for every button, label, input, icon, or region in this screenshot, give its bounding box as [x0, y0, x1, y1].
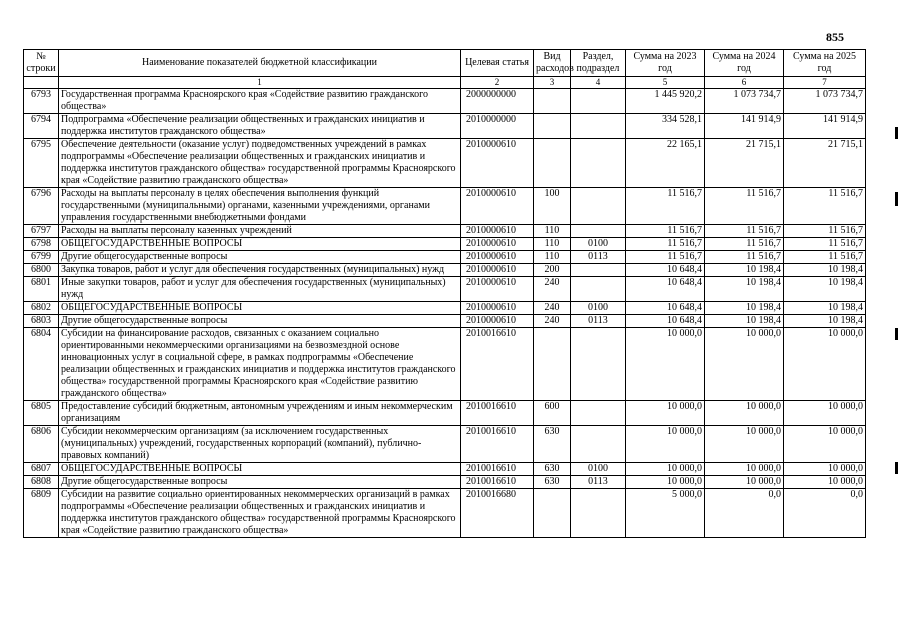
- row-section: [571, 114, 626, 139]
- row-name: Подпрограмма «Обеспечение реализации общественных и гражданских инициатив и поддержка институтов гражданского общества»: [59, 114, 461, 139]
- table-row: [24, 277, 866, 302]
- col-num: 5: [626, 77, 705, 89]
- row-target: 2010016610: [461, 463, 534, 476]
- row-number: 6799: [24, 251, 59, 264]
- row-number: 6804: [24, 328, 59, 401]
- row-name: Субсидии некоммерческим организациям (за исключением государственных (муниципальных) учреждений, государственных корпораций (компаний), публично-правовых компаний): [59, 426, 461, 463]
- row-name: Расходы на выплаты персоналу в целях обеспечения выполнения функций государственными (муниципальными) органами, казенными учреждениями, органами управления государственными внебюджетными фондами: [59, 188, 461, 225]
- row-sum-2025: 11 516,7: [784, 238, 866, 251]
- row-target: 2010000610: [461, 302, 534, 315]
- row-name: Другие общегосударственные вопросы: [59, 315, 461, 328]
- row-number: 6802: [24, 302, 59, 315]
- table-row: [24, 476, 866, 489]
- row-sum-2023: 10 000,0: [626, 401, 705, 426]
- margin-mark: [895, 192, 898, 206]
- row-sum-2024: 1 073 734,7: [705, 89, 784, 114]
- table-row: [24, 328, 866, 401]
- row-target: 2010000610: [461, 315, 534, 328]
- row-target: 2010000610: [461, 238, 534, 251]
- row-sum-2023: 10 648,4: [626, 302, 705, 315]
- row-name: Другие общегосударственные вопросы: [59, 476, 461, 489]
- row-sum-2023: 10 648,4: [626, 277, 705, 302]
- row-sum-2025: 0,0: [784, 489, 866, 538]
- margin-mark: [895, 462, 898, 474]
- row-section: 0100: [571, 238, 626, 251]
- row-name: ОБЩЕГОСУДАРСТВЕННЫЕ ВОПРОСЫ: [59, 302, 461, 315]
- row-target: 2010016610: [461, 426, 534, 463]
- row-sum-2023: 10 000,0: [626, 426, 705, 463]
- col-num: 4: [571, 77, 626, 89]
- row-sum-2024: 10 198,4: [705, 264, 784, 277]
- row-sum-2025: 10 198,4: [784, 277, 866, 302]
- row-target: 2010000610: [461, 264, 534, 277]
- row-section: [571, 328, 626, 401]
- row-sum-2025: 10 198,4: [784, 302, 866, 315]
- row-sum-2024: 0,0: [705, 489, 784, 538]
- row-sum-2024: 10 000,0: [705, 463, 784, 476]
- row-sum-2024: 21 715,1: [705, 139, 784, 188]
- row-exp-type: [534, 114, 571, 139]
- row-exp-type: 110: [534, 251, 571, 264]
- row-sum-2025: 10 000,0: [784, 328, 866, 401]
- margin-mark: [895, 328, 898, 340]
- row-sum-2025: 11 516,7: [784, 251, 866, 264]
- row-number: 6795: [24, 139, 59, 188]
- row-exp-type: 110: [534, 225, 571, 238]
- row-target: 2010000610: [461, 188, 534, 225]
- col-num: 7: [784, 77, 866, 89]
- table-row: [24, 139, 866, 188]
- table-row: [24, 463, 866, 476]
- row-section: [571, 489, 626, 538]
- row-exp-type: 110: [534, 238, 571, 251]
- row-number: 6805: [24, 401, 59, 426]
- row-sum-2023: 10 648,4: [626, 315, 705, 328]
- row-section: 0100: [571, 302, 626, 315]
- row-sum-2025: 11 516,7: [784, 188, 866, 225]
- row-name: ОБЩЕГОСУДАРСТВЕННЫЕ ВОПРОСЫ: [59, 463, 461, 476]
- row-sum-2024: 11 516,7: [705, 225, 784, 238]
- row-sum-2023: 22 165,1: [626, 139, 705, 188]
- row-section: [571, 225, 626, 238]
- row-section: [571, 401, 626, 426]
- row-sum-2025: 21 715,1: [784, 139, 866, 188]
- row-sum-2023: 11 516,7: [626, 188, 705, 225]
- row-sum-2025: 10 000,0: [784, 426, 866, 463]
- budget-table: [23, 49, 866, 538]
- table-row: [24, 315, 866, 328]
- header-section: Раздел, подраздел: [571, 50, 626, 77]
- header-target: Целевая статья: [461, 50, 534, 77]
- row-section: [571, 426, 626, 463]
- row-sum-2025: 10 000,0: [784, 476, 866, 489]
- row-exp-type: [534, 89, 571, 114]
- row-number: 6794: [24, 114, 59, 139]
- row-number: 6796: [24, 188, 59, 225]
- row-sum-2023: 1 445 920,2: [626, 89, 705, 114]
- row-sum-2025: 10 198,4: [784, 264, 866, 277]
- row-sum-2025: 141 914,9: [784, 114, 866, 139]
- table-row: [24, 489, 866, 538]
- row-target: 2010016610: [461, 328, 534, 401]
- table-row: [24, 251, 866, 264]
- table-row: [24, 238, 866, 251]
- row-number: 6809: [24, 489, 59, 538]
- row-sum-2023: 5 000,0: [626, 489, 705, 538]
- table-row: [24, 302, 866, 315]
- row-sum-2023: 334 528,1: [626, 114, 705, 139]
- row-sum-2024: 11 516,7: [705, 251, 784, 264]
- row-name: Обеспечение деятельности (оказание услуг) подведомственных учреждений в рамках подпрограммы «Обеспечение реализации общественных и гражданских инициатив и поддержка институтов гражданского общества» государственной программы Красноярского края «Содействие развитию гражданского общества»: [59, 139, 461, 188]
- row-sum-2024: 10 000,0: [705, 476, 784, 489]
- row-name: Субсидии на финансирование расходов, связанных с оказанием социально ориентированными некоммерческими организациями на безвозмездной основе инновационных услуг в социальной сфере, в рамках подпрограммы «Обеспечение реализации общественных и гражданских инициатив и поддержка институтов гражданского общества» государственной программы Красноярского края «Содействие развитию гражданского общества»: [59, 328, 461, 401]
- row-sum-2024: 10 198,4: [705, 277, 784, 302]
- row-number: 6803: [24, 315, 59, 328]
- row-target: 2010000610: [461, 251, 534, 264]
- row-sum-2024: 10 000,0: [705, 426, 784, 463]
- row-sum-2023: 11 516,7: [626, 238, 705, 251]
- row-sum-2023: 11 516,7: [626, 225, 705, 238]
- row-target: 2010000610: [461, 139, 534, 188]
- row-exp-type: 240: [534, 302, 571, 315]
- row-exp-type: 200: [534, 264, 571, 277]
- row-section: 0100: [571, 463, 626, 476]
- row-exp-type: [534, 139, 571, 188]
- row-sum-2023: 11 516,7: [626, 251, 705, 264]
- row-sum-2025: 10 000,0: [784, 463, 866, 476]
- row-sum-2025: 10 000,0: [784, 401, 866, 426]
- row-sum-2024: 141 914,9: [705, 114, 784, 139]
- row-exp-type: 630: [534, 463, 571, 476]
- row-sum-2025: 1 073 734,7: [784, 89, 866, 114]
- table-row: [24, 89, 866, 114]
- row-section: 0113: [571, 251, 626, 264]
- table-row: [24, 188, 866, 225]
- table-row: [24, 401, 866, 426]
- row-number: 6800: [24, 264, 59, 277]
- row-name: Государственная программа Красноярского края «Содействие развитию гражданского общества»: [59, 89, 461, 114]
- row-sum-2024: 10 000,0: [705, 401, 784, 426]
- row-number: 6807: [24, 463, 59, 476]
- row-sum-2025: 10 198,4: [784, 315, 866, 328]
- row-target: 2010016610: [461, 401, 534, 426]
- table-row: [24, 225, 866, 238]
- col-num: 2: [461, 77, 534, 89]
- table-row: [24, 426, 866, 463]
- page-number: 855: [826, 30, 844, 44]
- row-name: Расходы на выплаты персоналу казенных учреждений: [59, 225, 461, 238]
- row-section: [571, 188, 626, 225]
- row-section: [571, 264, 626, 277]
- row-exp-type: 240: [534, 277, 571, 302]
- col-num: [24, 77, 59, 89]
- row-number: 6793: [24, 89, 59, 114]
- row-number: 6797: [24, 225, 59, 238]
- row-exp-type: 630: [534, 426, 571, 463]
- row-number: 6808: [24, 476, 59, 489]
- row-number: 6798: [24, 238, 59, 251]
- row-name: Другие общегосударственные вопросы: [59, 251, 461, 264]
- row-name: ОБЩЕГОСУДАРСТВЕННЫЕ ВОПРОСЫ: [59, 238, 461, 251]
- table-row: [24, 114, 866, 139]
- col-num: 3: [534, 77, 571, 89]
- row-sum-2024: 10 198,4: [705, 302, 784, 315]
- row-sum-2024: 10 198,4: [705, 315, 784, 328]
- header-sum-2025: Сумма на 2025 год: [784, 50, 866, 77]
- row-sum-2025: 11 516,7: [784, 225, 866, 238]
- row-target: 2010016680: [461, 489, 534, 538]
- header-sum-2023: Сумма на 2023 год: [626, 50, 705, 77]
- row-number: 6801: [24, 277, 59, 302]
- row-target: 2000000000: [461, 89, 534, 114]
- row-sum-2023: 10 000,0: [626, 328, 705, 401]
- row-target: 2010000000: [461, 114, 534, 139]
- row-name: Закупка товаров, работ и услуг для обеспечения государственных (муниципальных) нужд: [59, 264, 461, 277]
- row-exp-type: 100: [534, 188, 571, 225]
- header-sum-2024: Сумма на 2024 год: [705, 50, 784, 77]
- row-target: 2010016610: [461, 476, 534, 489]
- row-number: 6806: [24, 426, 59, 463]
- col-num: 1: [59, 77, 461, 89]
- header-name: Наименование показателей бюджетной классификации: [59, 50, 461, 77]
- row-section: 0113: [571, 315, 626, 328]
- row-name: Субсидии на развитие социально ориентированных некоммерческих организаций в рамках подпрограммы «Обеспечение реализации общественных и гражданских инициатив и поддержка институтов гражданского общества» государственной программы Красноярского края «Содействие развитию гражданского общества»: [59, 489, 461, 538]
- margin-mark: [895, 127, 898, 139]
- row-sum-2024: 11 516,7: [705, 188, 784, 225]
- row-name: Предоставление субсидий бюджетным, автономным учреждениям и иным некоммерческим организациям: [59, 401, 461, 426]
- row-exp-type: 240: [534, 315, 571, 328]
- row-exp-type: 600: [534, 401, 571, 426]
- header-row: [24, 50, 866, 77]
- row-sum-2023: 10 000,0: [626, 476, 705, 489]
- row-exp-type: [534, 489, 571, 538]
- column-number-row: [24, 77, 866, 89]
- row-exp-type: 630: [534, 476, 571, 489]
- row-sum-2023: 10 000,0: [626, 463, 705, 476]
- row-sum-2024: 10 000,0: [705, 328, 784, 401]
- row-exp-type: [534, 328, 571, 401]
- row-target: 2010000610: [461, 277, 534, 302]
- col-num: 6: [705, 77, 784, 89]
- row-target: 2010000610: [461, 225, 534, 238]
- header-exp-type: Вид расходов: [534, 50, 571, 77]
- table-row: [24, 264, 866, 277]
- row-section: [571, 277, 626, 302]
- header-row-no: № строки: [24, 50, 59, 77]
- row-section: [571, 89, 626, 114]
- row-name: Иные закупки товаров, работ и услуг для обеспечения государственных (муниципальных) нужд: [59, 277, 461, 302]
- row-sum-2023: 10 648,4: [626, 264, 705, 277]
- row-section: 0113: [571, 476, 626, 489]
- row-sum-2024: 11 516,7: [705, 238, 784, 251]
- row-section: [571, 139, 626, 188]
